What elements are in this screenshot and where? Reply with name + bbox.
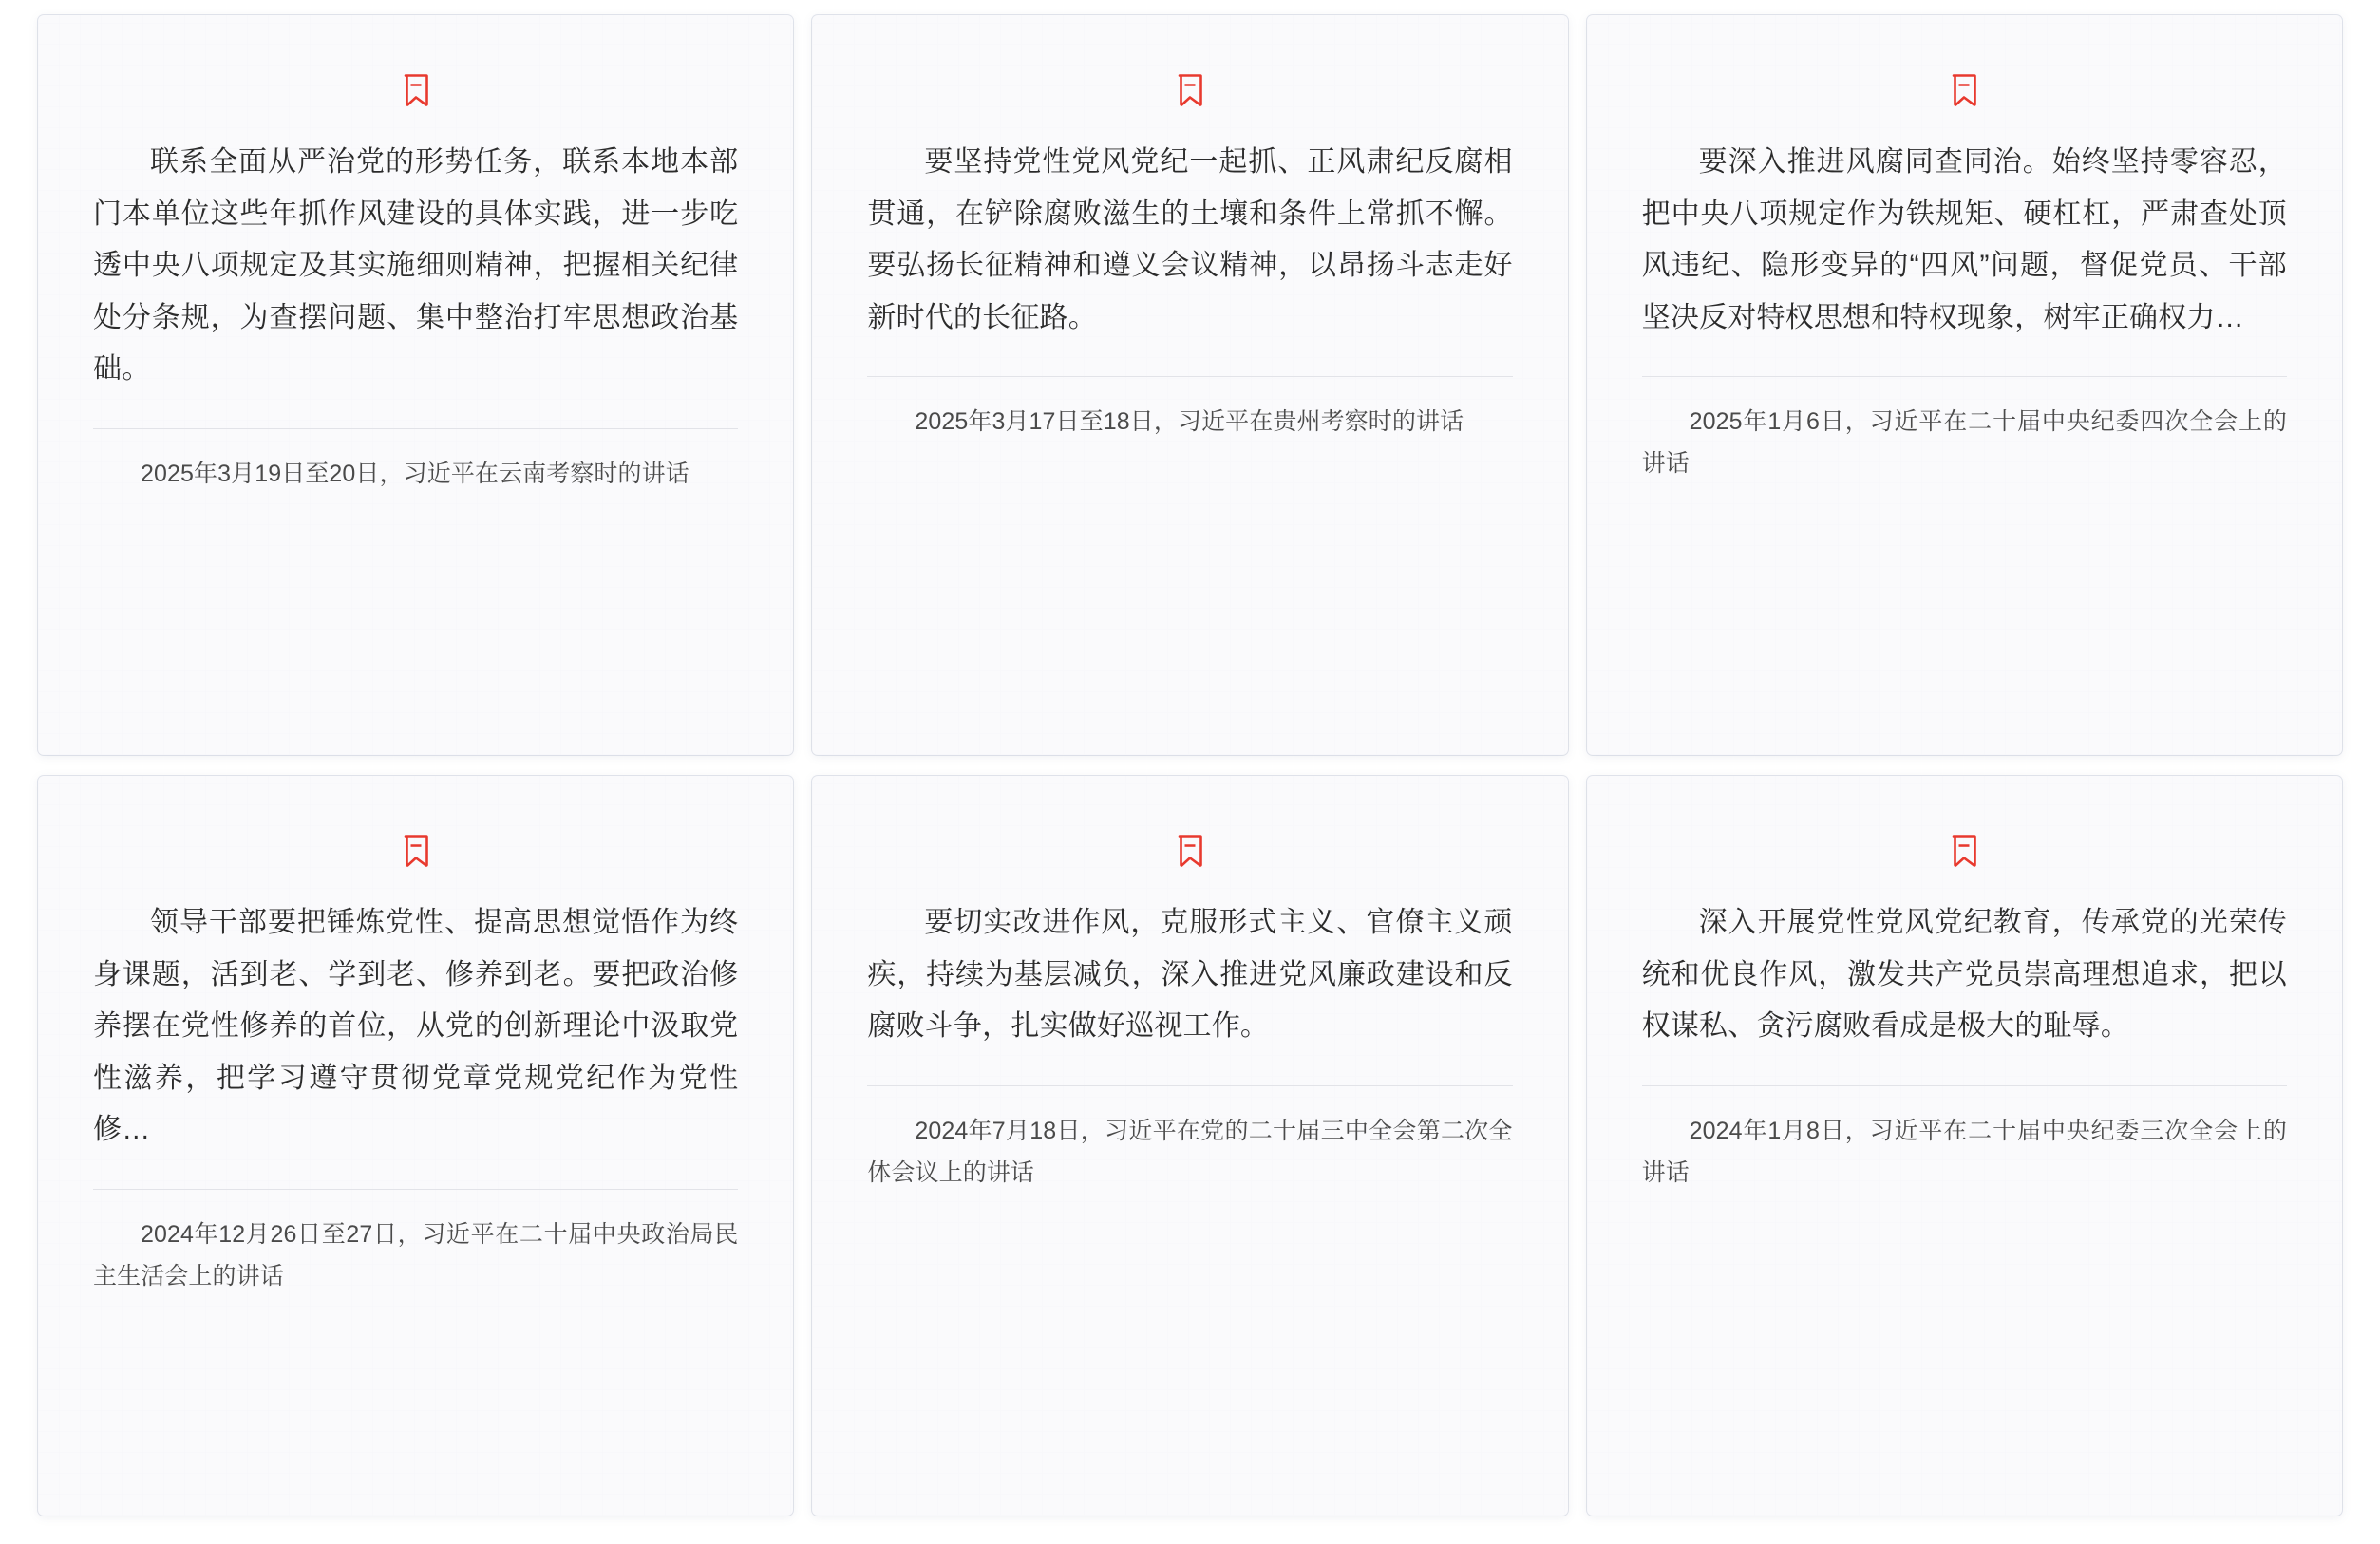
quote-card[interactable] (38, 776, 793, 1516)
quote-text: 要坚持党性党风党纪一起抓、正风肃纪反腐相贯通，在铲除腐败滋生的土壤和条件上常抓不懈。要弘扬长征精神和遵义会议精神，以昂扬斗志走好新时代的长征路。 (867, 146, 1513, 333)
quote-text: 联系全面从严治党的形势任务，联系本地本部门本单位这些年抓作风建设的具体实践，进一步吃透中央八项规定及其实施细则精神，把握相关纪律处分条规，为查摆问题、集中整治打牢思想政治基础。 (93, 146, 739, 386)
bookmark-icon-wrap (1642, 821, 2287, 880)
quote-source: 2024年7月18日，习近平在党的二十届三中全会第二次全体会议上的讲话 (867, 1117, 1513, 1186)
bookmark-icon (1178, 74, 1202, 106)
card-spacer (93, 496, 738, 717)
bookmark-icon (1952, 74, 1976, 106)
card-divider (1642, 1085, 2287, 1086)
quote-source: 2025年3月17日至18日，习近平在贵州考察时的讲话 (915, 408, 1464, 436)
quote-card[interactable] (812, 15, 1567, 755)
bookmark-icon (404, 835, 428, 867)
quote-card[interactable] (812, 776, 1567, 1516)
quote-card[interactable] (1587, 776, 2342, 1516)
card-spacer (1642, 485, 2287, 717)
card-spacer (1642, 1194, 2287, 1478)
quote-source: 2024年1月8日，习近平在二十届中央纪委三次全会上的讲话 (1641, 1117, 2287, 1186)
quote-text: 要切实改进作风，克服形式主义、官僚主义顽疾，持续为基层减负，深入推进党风廉政建设和反腐败斗争，扎实做好巡视工作。 (867, 907, 1513, 1043)
bookmark-icon-wrap (867, 61, 1512, 120)
quote-card[interactable] (1587, 15, 2342, 755)
card-divider (93, 1189, 738, 1190)
bookmark-icon-wrap (93, 61, 738, 120)
bookmark-icon (404, 74, 428, 106)
bookmark-icon-wrap (867, 821, 1512, 880)
card-divider (867, 376, 1512, 377)
quote-card[interactable] (38, 15, 793, 755)
card-divider (1642, 376, 2287, 377)
bookmark-icon-wrap (1642, 61, 2287, 120)
bookmark-icon (1178, 835, 1202, 867)
quote-text: 要深入推进风腐同查同治。始终坚持零容忍，把中央八项规定作为铁规矩、硬杠杠，严肃查处顶风违纪、隐形变异的“四风”问题，督促党员、干部坚决反对特权思想和特权现象，树牢正确权力… (1641, 146, 2287, 333)
quote-text: 深入开展党性党风党纪教育，传承党的光荣传统和优良作风，激发共产党员崇高理想追求，把以权谋私、贪污腐败看成是极大的耻辱。 (1641, 907, 2287, 1043)
quote-source: 2025年1月6日，习近平在二十届中央纪委四次全会上的讲话 (1641, 408, 2287, 478)
card-spacer (867, 443, 1512, 717)
quote-source: 2024年12月26日至27日，习近平在二十届中央政治局民主生活会上的讲话 (93, 1220, 739, 1290)
card-spacer (867, 1194, 1512, 1478)
bookmark-icon-wrap (93, 821, 738, 880)
card-divider (93, 428, 738, 429)
quote-text: 领导干部要把锤炼党性、提高思想觉悟作为终身课题，活到老、学到老、修养到老。要把政治修养摆在党性修养的首位，从党的创新理论中汲取党性滋养，把学习遵守贯彻党章党规党纪作为党性修… (93, 907, 739, 1146)
card-spacer (93, 1297, 738, 1478)
card-divider (867, 1085, 1512, 1086)
quote-source: 2025年3月19日至20日，习近平在云南考察时的讲话 (141, 460, 689, 487)
bookmark-icon (1952, 835, 1976, 867)
